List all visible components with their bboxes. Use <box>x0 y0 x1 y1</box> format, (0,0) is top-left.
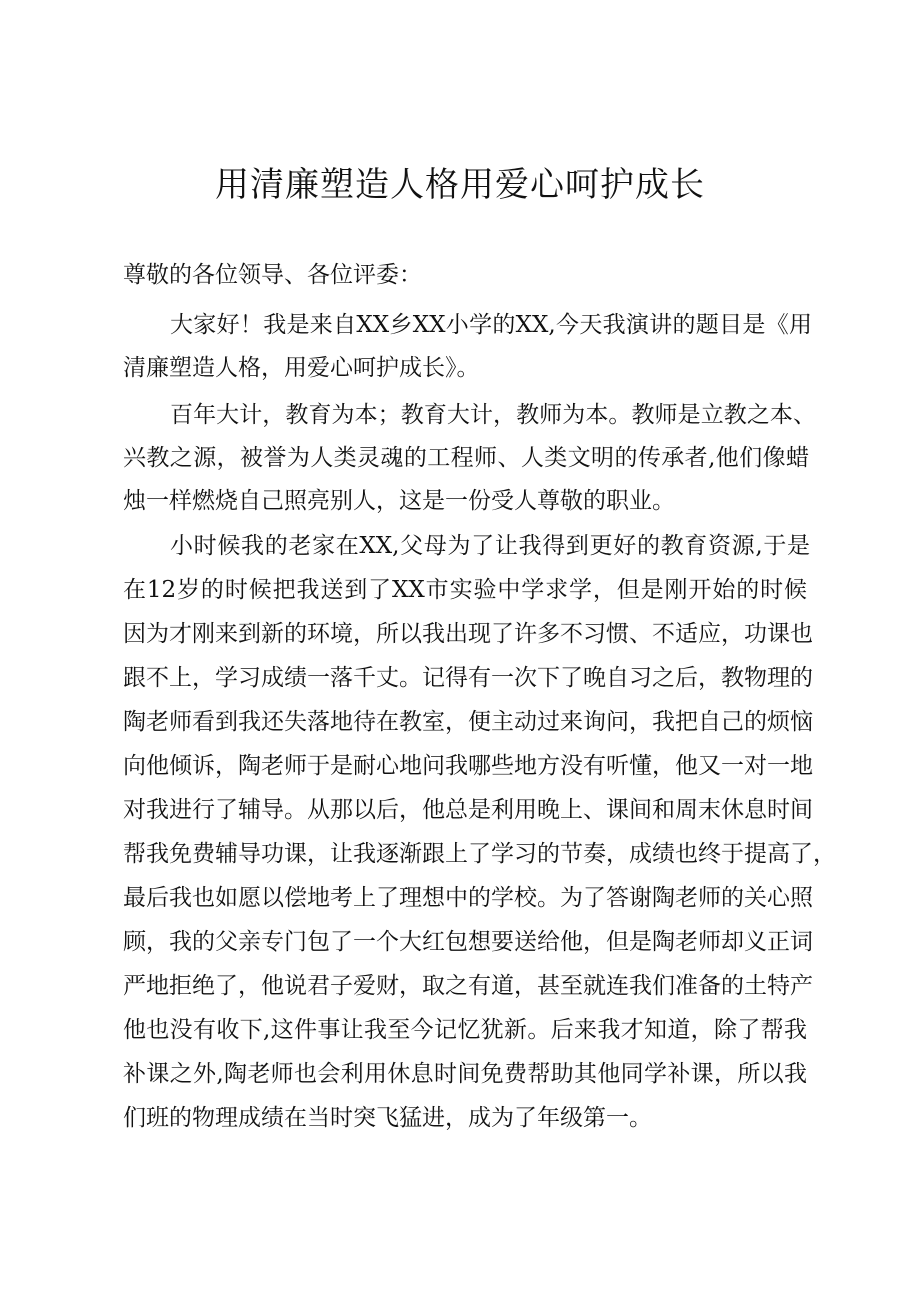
paragraph-line: 兴教之源，被誉为人类灵魂的工程师、人类文明的传承者,他们像蜡 <box>123 445 809 471</box>
paragraph-line: 向他倾诉，陶老师于是耐心地问我哪些地方没有听懂，他又一对一地 <box>123 753 813 779</box>
paragraph-line: 对我进行了辅导。从那以后，他总是利用晚上、课间和周末休息时间 <box>123 797 813 823</box>
paragraph-line: 陶老师看到我还失落地待在教室，便主动过来询问，我把自己的烦恼 <box>123 709 813 735</box>
paragraph-line: 小时候我的老家在XX,父母为了让我得到更好的教育资源,于是 <box>170 533 810 559</box>
paragraph-line: 严地拒绝了，他说君子爱财，取之有道，甚至就连我们准备的土特产 <box>123 973 813 999</box>
paragraph-line: 烛一样燃烧自己照亮别人，这是一份受人尊敬的职业。 <box>123 488 675 514</box>
paragraph-line: 帮我免费辅导功课，让我逐渐跟上了学习的节奏，成绩也终于提高了， <box>123 841 836 867</box>
paragraph-line: 大家好！我是来自XX乡XX小学的XX,今天我演讲的题目是《用 <box>170 312 812 338</box>
paragraph-line: 们班的物理成绩在当时突飞猛进，成为了年级第一。 <box>123 1105 652 1131</box>
document-title: 用清廉塑造人格用爱心呵护成长 <box>215 165 705 205</box>
paragraph-line: 顾，我的父亲专门包了一个大红包想要送给他，但是陶老师却义正词 <box>123 929 813 955</box>
paragraph-line: 跟不上，学习成绩一落千丈。记得有一次下了晚自习之后，教物理的 <box>123 665 813 691</box>
paragraph-line: 百年大计，教育为本；教育大计，教师为本。教师是立教之本、 <box>170 402 816 428</box>
paragraph-line: 因为才刚来到新的环境，所以我出现了许多不习惯、不适应，功课也 <box>123 621 813 647</box>
salutation: 尊敬的各位领导、各位评委： <box>123 262 422 288</box>
paragraph-line: 补课之外,陶老师也会利用休息时间免费帮助其他同学补课，所以我 <box>123 1061 807 1087</box>
paragraph-line: 在12岁的时候把我送到了XX市实验中学求学，但是刚开始的时候 <box>123 577 807 603</box>
paragraph-line: 最后我也如愿以偿地考上了理想中的学校。为了答谢陶老师的关心照 <box>123 885 813 911</box>
paragraph-line: 他也没有收下,这件事让我至今记忆犹新。后来我才知道，除了帮我 <box>123 1017 807 1043</box>
paragraph-line: 清廉塑造人格，用爱心呵护成长》。 <box>123 355 480 381</box>
